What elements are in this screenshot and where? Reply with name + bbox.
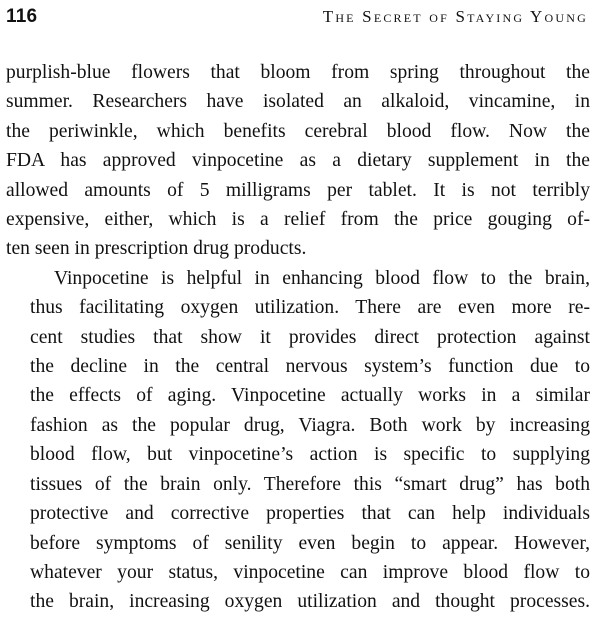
text-line: summer. Researchers have isolated an alkaloid, vincamine, in bbox=[6, 91, 590, 113]
body-text bbox=[6, 58, 590, 617]
text-line: whatever your status, vinpocetine can improve blood flow to bbox=[30, 561, 590, 583]
text-line: the decline in the central nervous system’s function due to bbox=[30, 356, 590, 378]
text-line: FDA has approved vinpocetine as a dietary supplement in the bbox=[6, 150, 590, 172]
text-line: thus facilitating oxygen utilization. There are even more re- bbox=[30, 297, 590, 319]
text-line: the periwinkle, which benefits cerebral blood flow. Now the bbox=[6, 120, 590, 142]
paragraph-2 bbox=[6, 264, 590, 617]
text-line: blood flow, but vinpocetine’s action is specific to supplying bbox=[30, 444, 590, 466]
text-line: the effects of aging. Vinpocetine actually works in a similar bbox=[30, 385, 590, 407]
text-line: expensive, either, which is a relief from the price gouging of- bbox=[6, 209, 590, 231]
text-line: tissues of the brain only. Therefore this “smart drug” has both bbox=[30, 473, 590, 495]
page-header bbox=[6, 6, 588, 32]
text-line: Vinpocetine is helpful in enhancing blood flow to the brain, bbox=[54, 267, 590, 289]
text-line: the brain, increasing oxygen utilization and thought processes. bbox=[30, 591, 590, 613]
text-line: fashion as the popular drug, Viagra. Both work by increasing bbox=[30, 414, 590, 436]
page-number: 116 bbox=[6, 6, 38, 27]
text-line: protective and corrective properties that can help individuals bbox=[30, 503, 590, 525]
text-line: allowed amounts of 5 milligrams per tablet. It is not terribly bbox=[6, 179, 590, 201]
text-line: purplish-blue flowers that bloom from spring throughout the bbox=[6, 62, 590, 83]
text-line: cent studies that show it provides direct protection against bbox=[30, 326, 590, 348]
paragraph-1 bbox=[6, 58, 590, 264]
text-line: before symptoms of senility even begin to appear. However, bbox=[30, 532, 590, 554]
running-head: The Secret of Staying Young bbox=[322, 7, 588, 26]
text-line: ten seen in prescription drug products. bbox=[6, 238, 307, 260]
